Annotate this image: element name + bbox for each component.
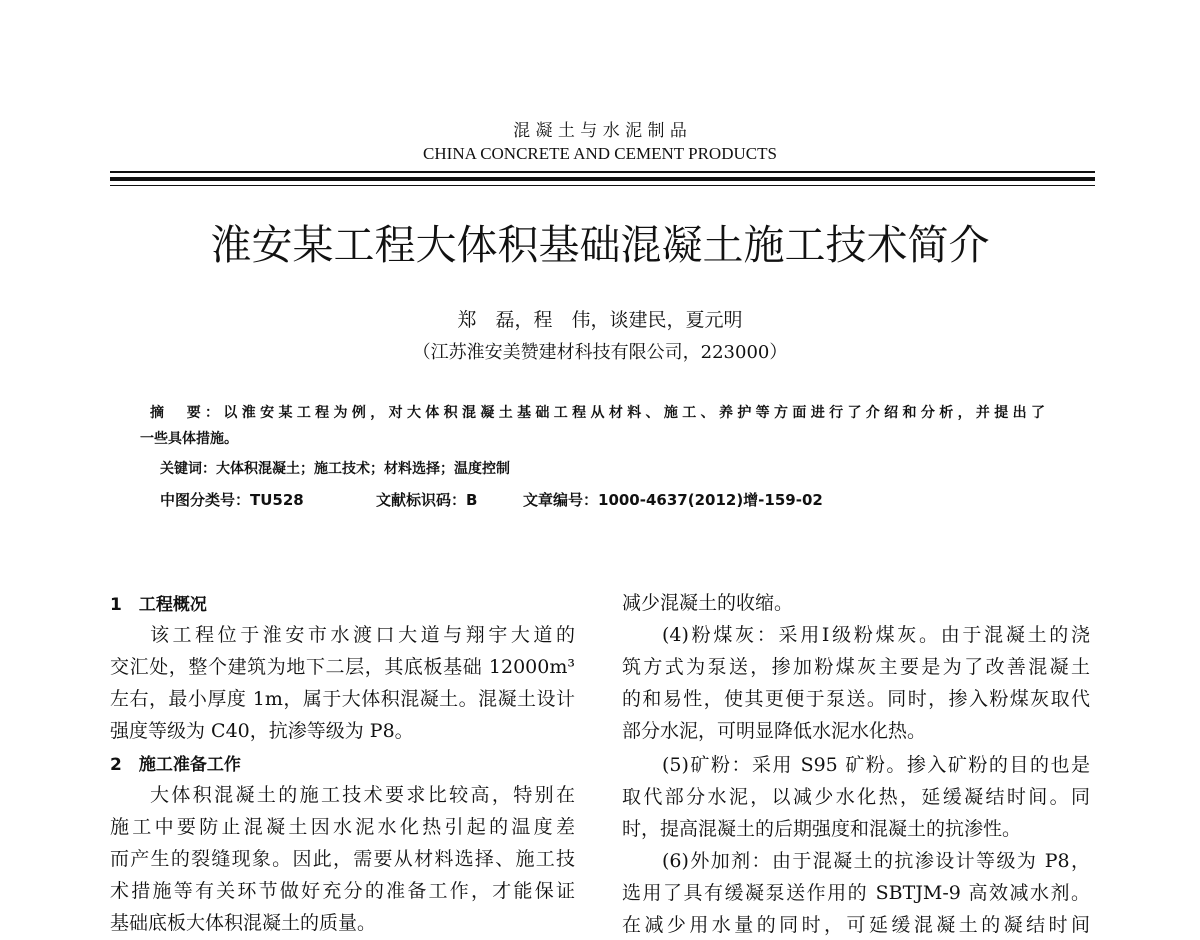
section-heading-2: 2 施工准备工作	[110, 755, 241, 775]
paper-title: 淮安某工程大体积基础混凝土施工技术简介	[210, 221, 990, 269]
article-number: 文章编号：1000-4637(2012)增-159-02	[523, 491, 823, 509]
paragraph-line: 术措施等有关环节做好充分的准备工作，才能保证	[110, 880, 575, 902]
journal-name-cn: 混 凝 土 与 水 泥 制 品	[513, 121, 687, 141]
paragraph-line: 筑方式为泵送，掺加粉煤灰主要是为了改善混凝土	[622, 656, 1090, 678]
section-heading-1: 1 工程概况	[110, 595, 207, 615]
paragraph-line: 大体积混凝土的施工技术要求比较高，特别在	[150, 784, 575, 806]
clc-number: 中图分类号：TU528	[160, 491, 304, 509]
paragraph-line: 基础底板大体积混凝土的质量。	[110, 912, 377, 934]
paragraph-line: (5)矿粉：采用 S95 矿粉。掺入矿粉的目的也是	[662, 754, 1090, 776]
paragraph-line: 的和易性，使其更便于泵送。同时，掺入粉煤灰取代	[622, 688, 1090, 710]
keywords: 关键词：大体积混凝土；施工技术；材料选择；温度控制	[160, 461, 510, 477]
paragraph-line: 在减少用水量的同时，可延缓混凝土的凝结时间	[622, 914, 1090, 936]
affiliation: （江苏淮安美赞建材科技有限公司，223000）	[412, 342, 788, 363]
paragraph-line: 该工程位于淮安市水渡口大道与翔宇大道的	[150, 624, 575, 646]
paragraph-line: 选用了具有缓凝泵送作用的 SBTJM-9 高效减水剂。	[622, 882, 1090, 904]
paragraph-line: 减少混凝土的收缩。	[622, 592, 794, 614]
paragraph-line: 而产生的裂缝现象。因此，需要从材料选择、施工技	[110, 848, 575, 870]
header-rule-top	[110, 171, 1095, 173]
abstract-line-2: 一些具体措施。	[140, 431, 238, 447]
paragraph-line: (6)外加剂：由于混凝土的抗渗设计等级为 P8，	[662, 850, 1090, 872]
paragraph-line: (4)粉煤灰：采用Ⅰ级粉煤灰。由于混凝土的浇	[662, 624, 1090, 646]
document-code: 文献标识码：B	[376, 491, 478, 509]
paragraph-line: 强度等级为 C40，抗渗等级为 P8。	[110, 720, 414, 742]
paragraph-line: 时，提高混凝土的后期强度和混凝土的抗渗性。	[622, 818, 1022, 840]
paragraph-line: 部分水泥，可明显降低水泥水化热。	[622, 720, 927, 742]
header-rule-bottom	[110, 185, 1095, 186]
paragraph-line: 交汇处，整个建筑为地下二层，其底板基础 12000m³	[110, 656, 575, 678]
paragraph-line: 取代部分水泥，以减少水化热，延缓凝结时间。同	[622, 786, 1090, 808]
authors: 郑 磊，程 伟，谈建民，夏元明	[457, 309, 743, 331]
paragraph-line: 左右，最小厚度 1m，属于大体积混凝土。混凝土设计	[110, 688, 575, 710]
paragraph-line: 施工中要防止混凝土因水泥水化热引起的温度差	[110, 816, 575, 838]
header-rule-thick	[110, 177, 1095, 181]
journal-name-en: CHINA CONCRETE AND CEMENT PRODUCTS	[423, 144, 777, 163]
abstract-line-1: 摘 要：以淮安某工程为例，对大体积混凝土基础工程从材料、施工、养护等方面进行了介绍和分析，并提出了	[150, 405, 1045, 421]
